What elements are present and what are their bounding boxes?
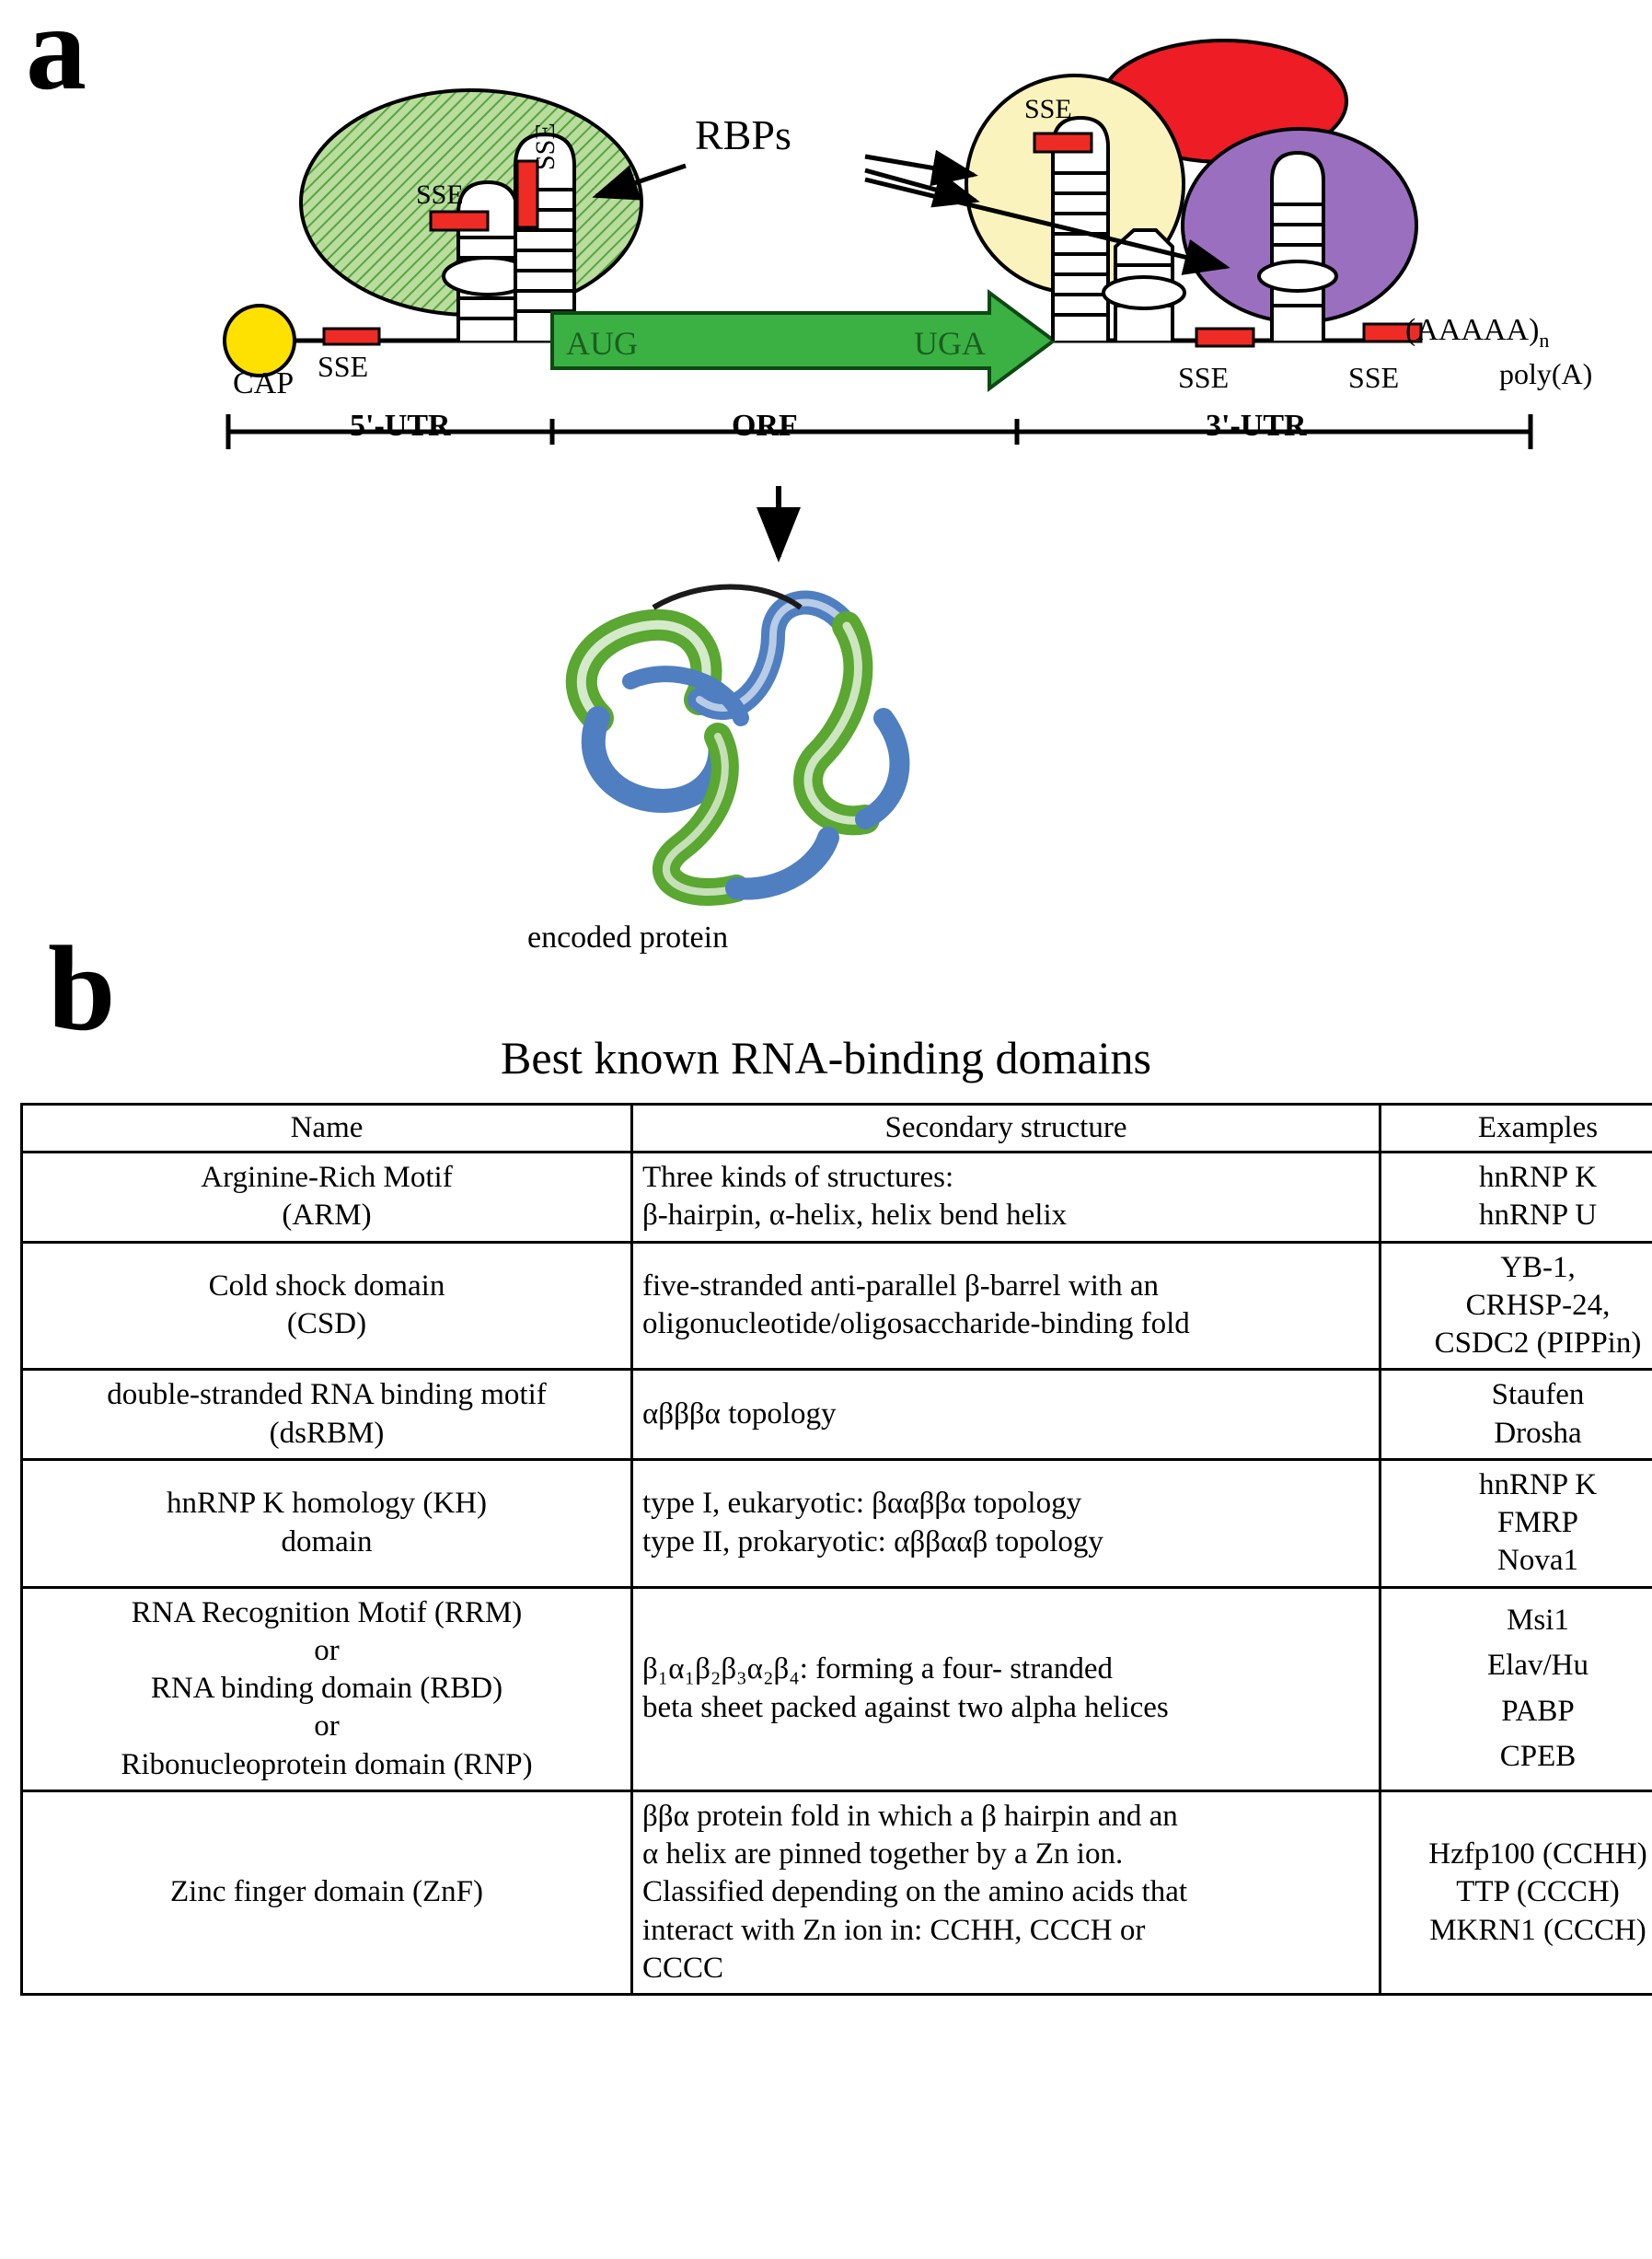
text-line: type I, eukaryotic: βααββα topology — [642, 1487, 1082, 1521]
text-line: CRHSP-24, — [1465, 1288, 1611, 1322]
table-title: Best known RNA-binding domains — [501, 1032, 1151, 1083]
text-line: RNA binding domain (RBD) — [150, 1672, 503, 1705]
text-line: oligonucleotide/oligosaccharide-binding fold — [642, 1307, 1190, 1341]
region-label-orf: ORF — [732, 409, 798, 443]
column-header-examples: Examples — [1381, 1105, 1652, 1153]
table-row — [22, 1242, 1652, 1370]
panel-a-mrna-diagram — [0, 0, 1652, 976]
cell-examples — [1381, 1370, 1652, 1460]
text-line: Drosha — [1494, 1416, 1582, 1450]
sse-box-3utr-1 — [1196, 329, 1253, 346]
panel-a-letter: a — [26, 0, 87, 115]
sse-box-loop1 — [431, 212, 488, 230]
sse-box-loop3 — [1034, 133, 1092, 152]
polya-subscript: n — [1539, 328, 1550, 352]
text-line: β-hairpin, α-helix, helix bend helix — [642, 1199, 1068, 1233]
text-line: (ARM) — [282, 1199, 372, 1233]
rbp-arrow-right-1 — [865, 156, 974, 175]
text-line: MKRN1 (CCCH) — [1429, 1913, 1646, 1947]
cell-secondary-structure — [632, 1459, 1381, 1587]
cell-examples — [1381, 1587, 1652, 1790]
text-line: CCCC — [642, 1951, 724, 1985]
text-line: Three kinds of structures: — [642, 1161, 954, 1194]
protein-ribbon — [582, 587, 900, 892]
text-line: Msi1 — [1507, 1603, 1569, 1637]
cell-examples — [1381, 1242, 1652, 1370]
sse-label-3utr-2: SSE — [1348, 361, 1400, 394]
cell-domain-name — [22, 1242, 632, 1370]
cell-secondary-structure — [632, 1370, 1381, 1460]
text-line: five-stranded anti-parallel β-barrel with an — [642, 1269, 1160, 1303]
polya-label: poly(A) — [1499, 357, 1593, 390]
polya-sequence-text: (AAAAA) — [1405, 313, 1540, 347]
cell-domain-name — [22, 1370, 632, 1460]
text-line: (dsRBM) — [269, 1416, 385, 1450]
stem-loop-5 — [1259, 153, 1336, 341]
region-label-3utr: 3'-UTR — [1206, 409, 1307, 443]
text-line: type II, prokaryotic: αββααβ topology — [642, 1524, 1103, 1558]
text-line: hnRNP K — [1478, 1161, 1598, 1194]
sse-label-5utr: SSE — [318, 350, 369, 383]
polya-sequence — [1405, 313, 1549, 353]
stop-codon-label: UGA — [914, 325, 986, 362]
text-line: hnRNP U — [1478, 1199, 1598, 1233]
text-line: YB-1, — [1500, 1250, 1576, 1284]
column-header-name: Name — [22, 1105, 632, 1153]
text-line: Classified depending on the amino acids that — [642, 1875, 1188, 1909]
cell-domain-name — [22, 1459, 632, 1587]
sse-label-loop3: SSE — [1024, 94, 1072, 124]
table-header-row — [22, 1105, 1652, 1153]
cap-circle — [225, 306, 295, 376]
text-line: double-stranded RNA binding motif — [107, 1378, 547, 1412]
cell-domain-name — [22, 1587, 632, 1790]
rna-binding-domains-table — [20, 1103, 1652, 1996]
text-line: α helix are pinned together by a Zn ion. — [642, 1837, 1124, 1871]
text-line: CSDC2 (PIPPin) — [1434, 1326, 1642, 1360]
text-line: or — [314, 1709, 340, 1743]
cell-examples — [1381, 1459, 1652, 1587]
mrna-schematic — [0, 0, 1652, 976]
text-line: Nova1 — [1497, 1544, 1578, 1578]
encoded-protein-label: encoded protein — [527, 921, 729, 955]
sse-label-loop1: SSE — [416, 180, 464, 210]
text-line: Staufen — [1491, 1378, 1585, 1412]
text-line: β₁α₁β₂β₃α₂β₄: forming a four- stranded — [642, 1652, 1114, 1686]
cell-secondary-structure — [632, 1587, 1381, 1790]
text-line: RNA Recognition Motif (RRM) — [131, 1595, 523, 1629]
cap-label: CAP — [233, 366, 295, 400]
text-line: Zinc finger domain (ZnF) — [170, 1875, 483, 1909]
cell-examples — [1381, 1153, 1652, 1243]
start-codon-label: AUG — [566, 325, 638, 362]
table-row — [22, 1153, 1652, 1243]
text-line: ββα protein fold in which a β hairpin and an — [642, 1799, 1178, 1833]
text-line: Arginine-Rich Motif — [201, 1161, 453, 1194]
text-line: or — [314, 1633, 340, 1667]
region-label-5utr: 5'-UTR — [350, 409, 451, 443]
text-line: FMRP — [1496, 1506, 1579, 1539]
cell-domain-name — [22, 1153, 632, 1243]
sse-label-3utr-1: SSE — [1178, 361, 1230, 394]
table-row — [22, 1790, 1652, 1994]
text-line: interact with Zn ion in: CCHH, CCCH or — [642, 1913, 1146, 1947]
text-line: TTP (CCCH) — [1456, 1875, 1620, 1909]
cell-secondary-structure — [632, 1153, 1381, 1243]
column-header-structure: Secondary structure — [632, 1105, 1381, 1153]
text-line: beta sheet packed against two alpha helices — [642, 1690, 1169, 1724]
sse-box-5utr — [324, 329, 379, 344]
text-line: PABP — [1501, 1694, 1575, 1728]
text-line: (CSD) — [286, 1307, 367, 1341]
text-line: hnRNP K homology (KH) — [166, 1487, 488, 1521]
text-line: Ribonucleoprotein domain (RNP) — [121, 1747, 533, 1781]
cell-secondary-structure — [632, 1790, 1381, 1994]
text-line: hnRNP K — [1478, 1467, 1598, 1501]
table-row — [22, 1459, 1652, 1587]
text-line: domain — [281, 1524, 373, 1558]
sse-box-loop2 — [517, 161, 537, 227]
text-line: αβββα topology — [642, 1396, 837, 1431]
sse-label-loop2: SSE — [530, 122, 560, 170]
text-line: CPEB — [1499, 1740, 1577, 1774]
cell-domain-name — [22, 1790, 632, 1994]
text-line: Hzfp100 (CCHH) — [1428, 1837, 1647, 1871]
table-row — [22, 1370, 1652, 1460]
cell-secondary-structure — [632, 1242, 1381, 1370]
rbps-label: RBPs — [695, 111, 791, 158]
table-row — [22, 1587, 1652, 1790]
cell-examples — [1381, 1790, 1652, 1994]
text-line: Cold shock domain — [208, 1269, 445, 1303]
panel-b-letter: b — [48, 921, 116, 1056]
text-line: Elav/Hu — [1487, 1649, 1588, 1683]
